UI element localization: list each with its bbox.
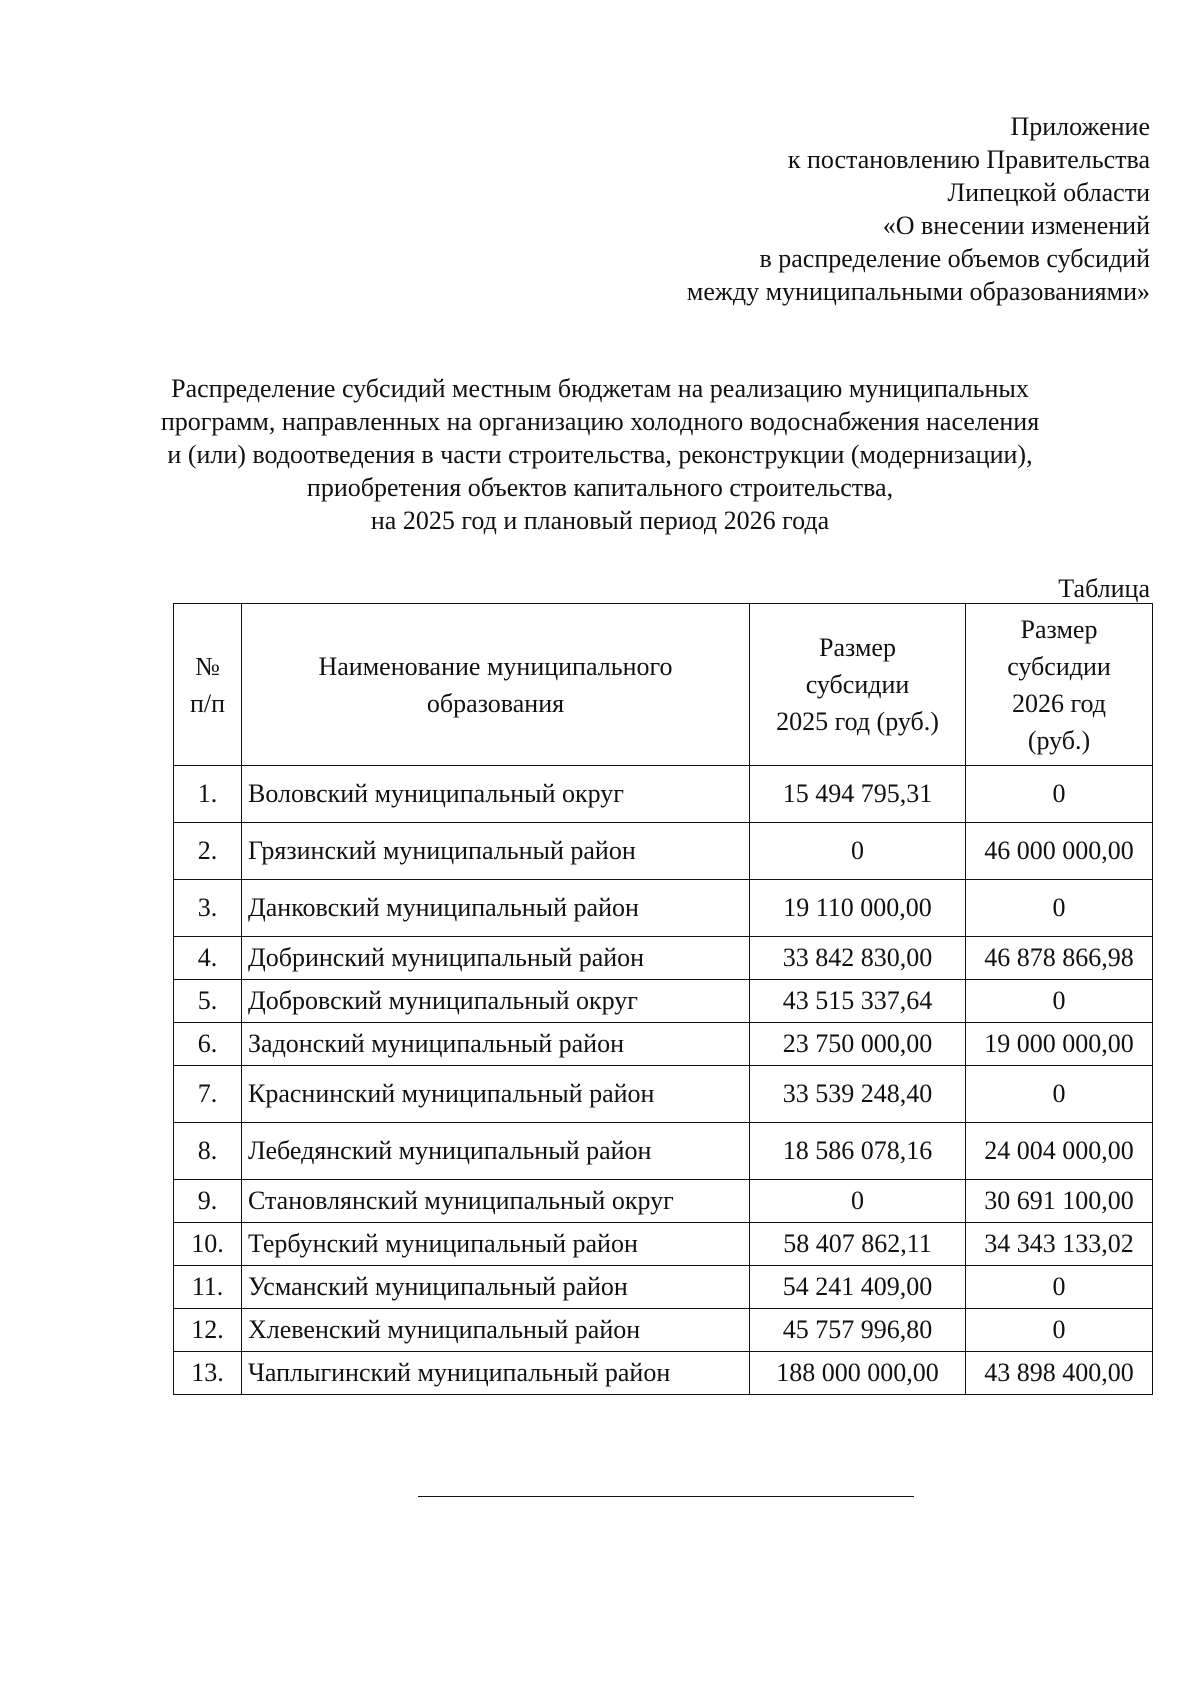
row-number: 10. [174, 1223, 242, 1266]
table-header-row [174, 604, 1153, 766]
table-row [174, 766, 1153, 823]
header-subsidy-2025: Размер субсидии 2025 год (руб.) [750, 604, 966, 766]
table-row [174, 1266, 1153, 1309]
row-number: 2. [174, 823, 242, 880]
municipality-name: Грязинский муниципальный район [242, 823, 750, 880]
title-line: и (или) водоотведения в части строительства, реконструкции (модернизации), [167, 440, 1033, 469]
subsidy-2025: 43 515 337,64 [750, 980, 966, 1023]
annex-line: Липецкой области [947, 178, 1150, 207]
signature-divider [418, 1496, 914, 1497]
municipality-name: Лебедянский муниципальный район [242, 1123, 750, 1180]
subsidy-2026: 0 [966, 1266, 1153, 1309]
table-row [174, 937, 1153, 980]
subsidy-2026: 0 [966, 1066, 1153, 1123]
row-number: 1. [174, 766, 242, 823]
municipality-name: Краснинский муниципальный район [242, 1066, 750, 1123]
title-line: приобретения объектов капитального строительства, [306, 473, 894, 502]
subsidy-2025: 58 407 862,11 [750, 1223, 966, 1266]
table-row [174, 1309, 1153, 1352]
subsidy-2026: 19 000 000,00 [966, 1023, 1153, 1066]
subsidy-2025: 33 842 830,00 [750, 937, 966, 980]
table-body [174, 766, 1153, 1395]
municipality-name: Хлевенский муниципальный район [242, 1309, 750, 1352]
row-number: 13. [174, 1352, 242, 1395]
row-number: 3. [174, 880, 242, 937]
subsidy-2026: 46 000 000,00 [966, 823, 1153, 880]
subsidy-2025: 54 241 409,00 [750, 1266, 966, 1309]
table-caption: Таблица [1058, 574, 1150, 603]
subsidy-2026: 0 [966, 980, 1153, 1023]
subsidy-2025: 45 757 996,80 [750, 1309, 966, 1352]
subsidy-2025: 15 494 795,31 [750, 766, 966, 823]
table-row [174, 1023, 1153, 1066]
row-number: 4. [174, 937, 242, 980]
annex-line: в распределение объемов субсидий [759, 244, 1150, 273]
municipality-name: Усманский муниципальный район [242, 1266, 750, 1309]
municipality-name: Воловский муниципальный округ [242, 766, 750, 823]
subsidy-2026: 0 [966, 1309, 1153, 1352]
subsidy-2026: 0 [966, 880, 1153, 937]
annex-line: к постановлению Правительства [787, 145, 1150, 174]
header-municipality: Наименование муниципального образования [242, 604, 750, 766]
municipality-name: Становлянский муниципальный округ [242, 1180, 750, 1223]
municipality-name: Задонский муниципальный район [242, 1023, 750, 1066]
subsidy-2025: 33 539 248,40 [750, 1066, 966, 1123]
row-number: 12. [174, 1309, 242, 1352]
subsidy-2025: 18 586 078,16 [750, 1123, 966, 1180]
subsidy-2026: 0 [966, 766, 1153, 823]
subsidy-2025: 0 [750, 1180, 966, 1223]
municipality-name: Чаплыгинский муниципальный район [242, 1352, 750, 1395]
municipality-name: Добровский муниципальный округ [242, 980, 750, 1023]
subsidy-2026: 24 004 000,00 [966, 1123, 1153, 1180]
annex-line: «О внесении изменений [882, 211, 1150, 240]
row-number: 9. [174, 1180, 242, 1223]
table-row [174, 880, 1153, 937]
header-number: № п/п [174, 604, 242, 766]
row-number: 8. [174, 1123, 242, 1180]
table-row [174, 1066, 1153, 1123]
municipality-name: Данковский муниципальный район [242, 880, 750, 937]
row-number: 6. [174, 1023, 242, 1066]
title-line: Распределение субсидий местным бюджетам на реализацию муниципальных [171, 374, 1029, 403]
subsidy-2026: 30 691 100,00 [966, 1180, 1153, 1223]
table-row [174, 1180, 1153, 1223]
table-row [174, 823, 1153, 880]
subsidy-2026: 46 878 866,98 [966, 937, 1153, 980]
subsidies-table [173, 603, 1153, 1395]
annex-line: между муниципальными образованиями» [686, 277, 1150, 306]
annex-header [450, 110, 1150, 308]
annex-line: Приложение [1010, 112, 1150, 141]
table-row [174, 1352, 1153, 1395]
subsidy-2026: 34 343 133,02 [966, 1223, 1153, 1266]
document-title [150, 372, 1050, 537]
municipality-name: Тербунский муниципальный район [242, 1223, 750, 1266]
municipality-name: Добринский муниципальный район [242, 937, 750, 980]
row-number: 5. [174, 980, 242, 1023]
header-subsidy-2026: Размер субсидии 2026 год (руб.) [966, 604, 1153, 766]
row-number: 11. [174, 1266, 242, 1309]
subsidy-2025: 188 000 000,00 [750, 1352, 966, 1395]
table-row [174, 1223, 1153, 1266]
subsidy-2026: 43 898 400,00 [966, 1352, 1153, 1395]
subsidy-2025: 19 110 000,00 [750, 880, 966, 937]
title-line: на 2025 год и плановый период 2026 года [370, 506, 830, 535]
row-number: 7. [174, 1066, 242, 1123]
table-row [174, 980, 1153, 1023]
table-row [174, 1123, 1153, 1180]
subsidy-2025: 23 750 000,00 [750, 1023, 966, 1066]
title-line: программ, направленных на организацию холодного водоснабжения населения [160, 407, 1040, 436]
subsidy-2025: 0 [750, 823, 966, 880]
